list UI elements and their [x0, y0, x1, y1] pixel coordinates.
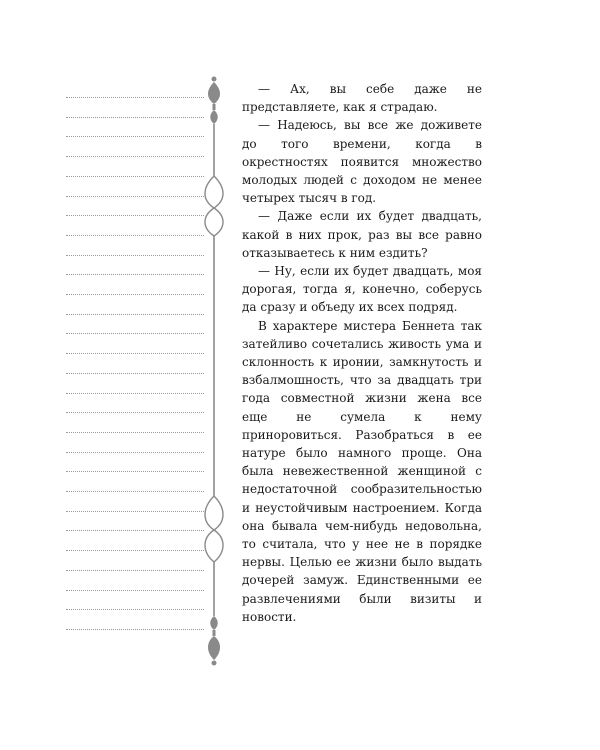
note-line [66, 333, 204, 334]
note-line [66, 156, 204, 157]
note-line [66, 255, 204, 256]
note-line [66, 471, 204, 472]
note-line [66, 491, 204, 492]
note-line [66, 432, 204, 433]
note-line [66, 452, 204, 453]
note-line [66, 314, 204, 315]
top-finial-icon [208, 77, 220, 125]
note-line [66, 294, 204, 295]
note-line [66, 353, 204, 354]
note-line [66, 176, 204, 177]
note-line [66, 196, 204, 197]
note-line [66, 97, 204, 98]
paragraph-4: — Ну, если их будет двадцать, моя дорогая, тогда я, конечно, соберусь да сразу и объеду их всех подряд. [242, 264, 482, 315]
note-line [66, 136, 204, 137]
note-line [66, 235, 204, 236]
note-line [66, 393, 204, 394]
note-line [66, 550, 204, 551]
note-line [66, 274, 204, 275]
note-line [66, 511, 204, 512]
upper-flourish-icon [205, 176, 223, 236]
bottom-finial-icon [208, 616, 220, 666]
paragraph-3: — Даже если их будет двадцать, какой в них прок, раз вы все равно отказываетесь к ним ездить? [242, 209, 482, 260]
paragraph-5: В характере мистера Беннета так затейливо сочетались живость ума и склонность к иронии, замкнутость и взбалмошность, что за двадцать три года совместной жизни жена все еще не сумела к нему приноровиться. Разобраться в ее натуре было намного проще. Она была невежественной женщиной с недостаточной сообразительностью и неустойчивым настроением. Когда она бывала чем-нибудь недовольна, то считала, что у нее не в порядке нервы. Целью ее жизни было выдать дочерей замуж. Единственными ее развлечениями были визиты и новости. [242, 318, 482, 624]
note-line [66, 609, 204, 610]
paragraph-2: — Надеюсь, вы все же доживете до того времени, когда в окрестностях появится множество молодых людей с доходом не менее четырех тысяч в год. [242, 118, 482, 206]
note-line [66, 412, 204, 413]
note-line [66, 629, 204, 630]
note-line [66, 215, 204, 216]
vertical-ornament-divider [196, 76, 232, 666]
paragraph-1: — Ах, вы себе даже не представляете, как я страдаю. [242, 82, 482, 115]
note-line [66, 570, 204, 571]
note-line [66, 590, 204, 591]
lower-flourish-icon [205, 496, 223, 562]
note-line [66, 530, 204, 531]
body-text [242, 80, 482, 626]
note-line [66, 373, 204, 374]
note-line [66, 117, 204, 118]
